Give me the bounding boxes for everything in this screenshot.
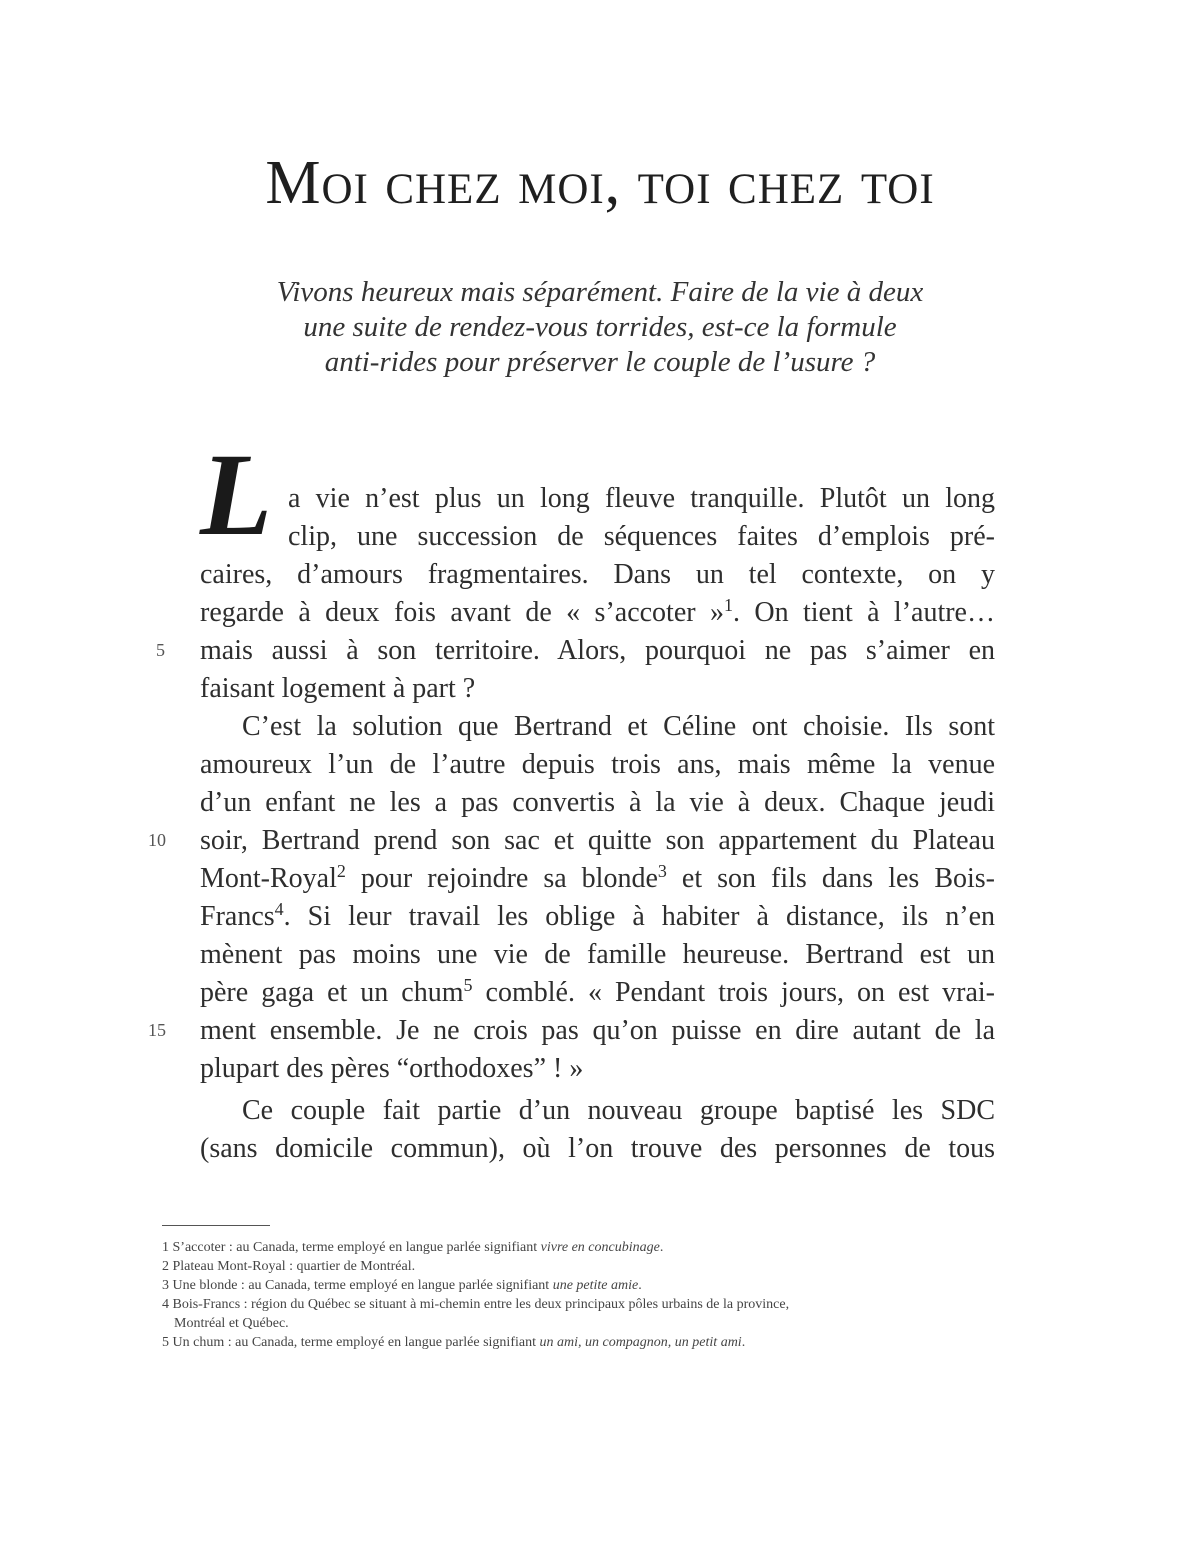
footnote-ref: 1: [723, 595, 733, 615]
chapeau-line: anti-rides pour préserver le couple de l’usure ?: [324, 346, 876, 378]
text-line: C’est la solution que Bertrand et Céline ont choisie. Ils sont: [242, 711, 995, 742]
line-number: 15: [148, 1020, 166, 1040]
text-line: d’un enfant ne les a pas convertis à la vie à deux. Chaque jeudi: [200, 787, 995, 818]
footnote-ref: 5: [463, 975, 473, 995]
footnote-ref: 2: [336, 861, 346, 881]
drop-cap: L: [200, 429, 273, 560]
text-line: soir, Bertrand prend son sac et quitte son appartement du Plateau: [200, 825, 995, 856]
text-line: Francs$^4$. Si leur travail les oblige à habiter à distance, ils n’en: [200, 899, 995, 932]
text-line: mais aussi à son territoire. Alors, pourquoi ne pas s’aimer en: [200, 635, 995, 666]
footnote: 1 S’accoter : au Canada, terme employé en langue parlée signifiant vivre en concubinage.: [162, 1240, 664, 1255]
line-number: 10: [148, 830, 166, 850]
text-line: plupart des pères “orthodoxes” ! »: [200, 1053, 584, 1084]
text-line: caires, d’amours fragmentaires. Dans un tel contexte, on y: [200, 559, 995, 590]
footnote: 2 Plateau Mont-Royal : quartier de Montréal.: [162, 1259, 416, 1274]
footnote-rule: [162, 1225, 270, 1226]
footnote-continuation: Montréal et Québec.: [174, 1316, 289, 1331]
text-line: faisant logement à part ?: [200, 673, 476, 704]
text-line: Mont-Royal$^2$ pour rejoindre sa blonde$^3$ et son fils dans les Bois-: [200, 861, 995, 894]
footnote: 3 Une blonde : au Canada, terme employé en langue parlée signifiant une petite amie.: [162, 1278, 642, 1293]
chapeau-line: Vivons heureux mais séparément. Faire de la vie à deux: [276, 276, 924, 308]
chapeau-line: une suite de rendez-vous torrides, est-ce la formule: [303, 311, 897, 343]
footnote: 5 Un chum : au Canada, terme employé en langue parlée signifiant un ami, un compagnon, un petit ami.: [162, 1335, 746, 1350]
chapeau: [200, 275, 1000, 380]
text-line: père gaga et un chum$^5$ comblé. « Pendant trois jours, on est vrai-: [200, 975, 995, 1008]
line-number: 5: [156, 640, 165, 660]
page-title: Moi chez moi, toi chez toi: [265, 149, 935, 217]
text-line: ment ensemble. Je ne crois pas qu’on puisse en dire autant de la: [200, 1015, 995, 1046]
footnote-ref: 3: [657, 861, 667, 881]
text-line: amoureux l’un de l’autre depuis trois ans, mais même la venue: [200, 749, 995, 780]
footnotes: [162, 1238, 992, 1352]
text-line: clip, une succession de séquences faites d’emplois pré-: [288, 521, 995, 552]
text-line: Ce couple fait partie d’un nouveau groupe baptisé les SDC: [242, 1095, 995, 1126]
text-line: regarde à deux fois avant de « s’accoter »$^1$. On tient à l’autre…: [200, 595, 995, 628]
text-line: (sans domicile commun), où l’on trouve des personnes de tous: [200, 1133, 995, 1164]
footnote-ref: 4: [274, 899, 284, 919]
text-line: mènent pas moins une vie de famille heureuse. Bertrand est un: [200, 939, 995, 970]
text-line: a vie n’est plus un long fleuve tranquille. Plutôt un long: [288, 483, 995, 514]
footnote: 4 Bois-Francs : région du Québec se situant à mi-chemin entre les deux principaux pôles urbains de la province,: [162, 1297, 790, 1312]
